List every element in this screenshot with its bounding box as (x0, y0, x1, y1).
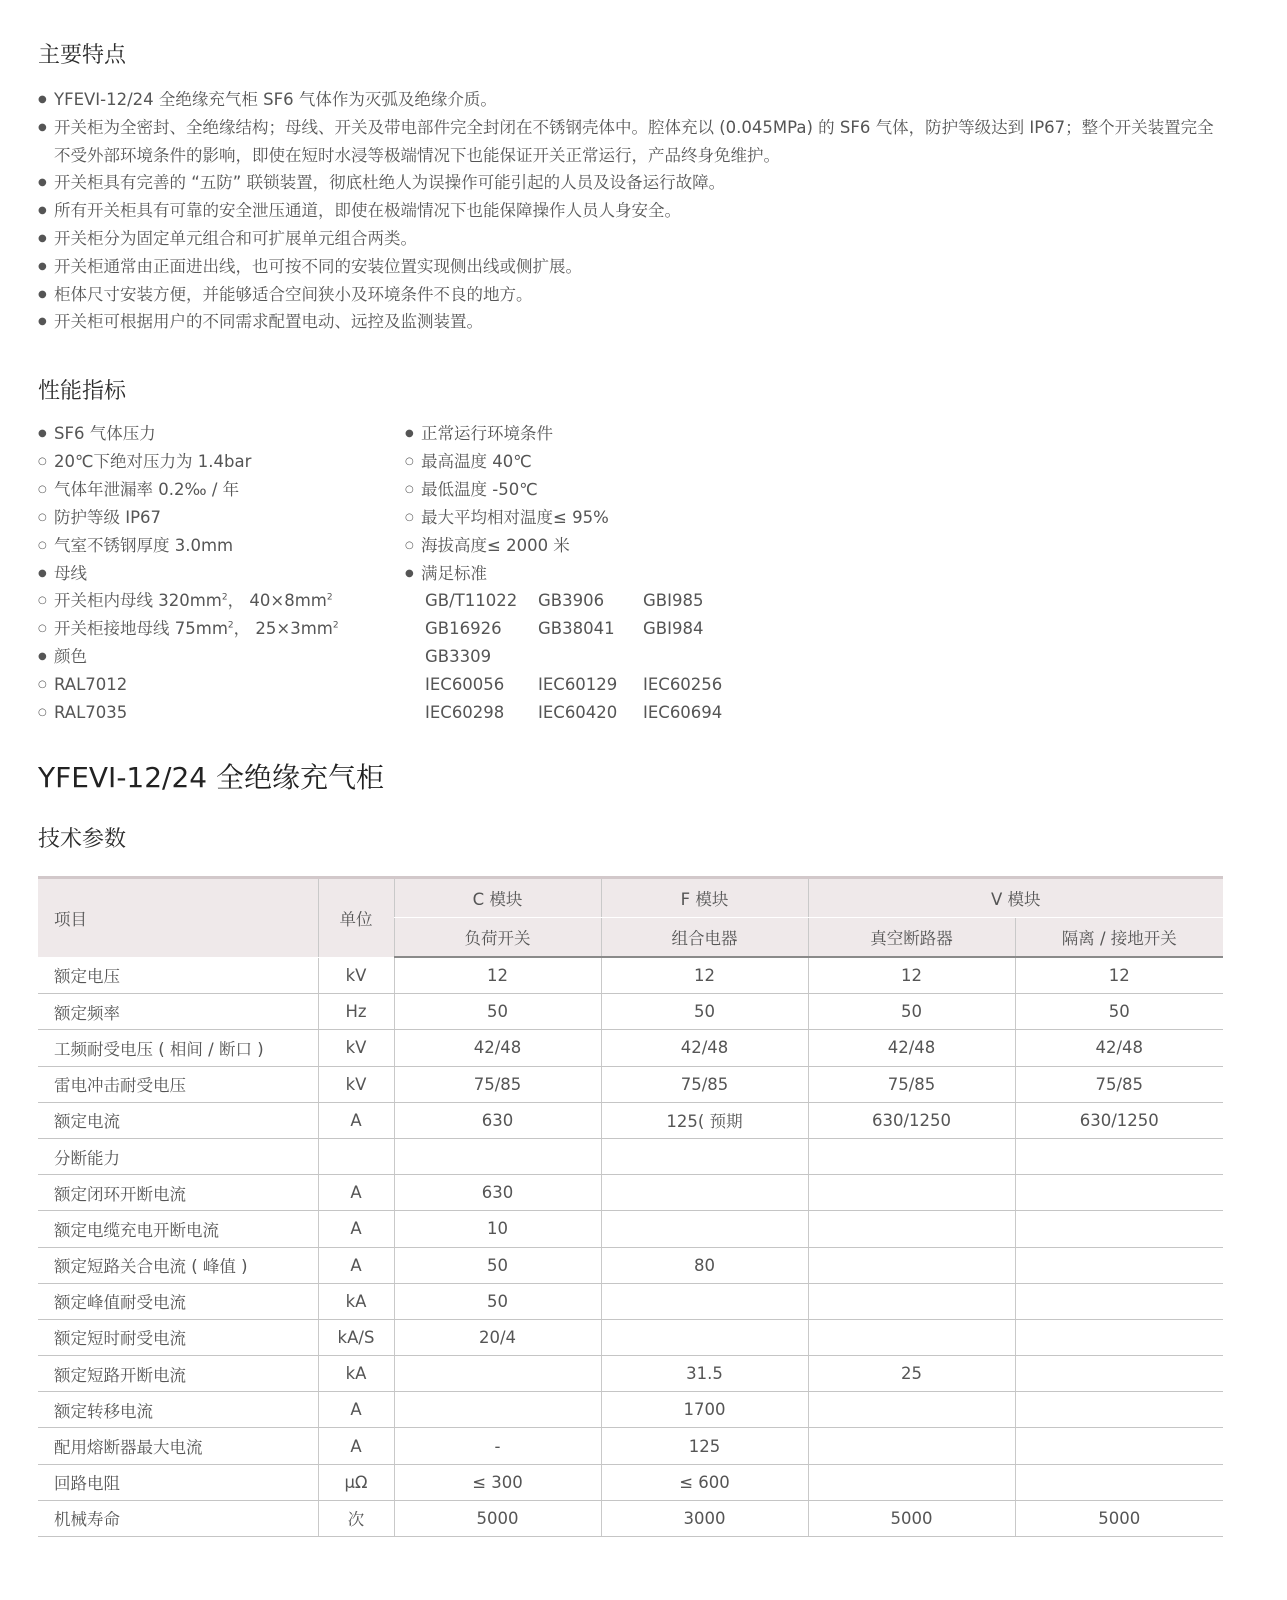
feature-item: ● 开关柜具有完善的 “五防” 联锁装置，彻底杜绝人为误操作可能引起的人员及设备运行故障。 (38, 169, 1228, 197)
row-value: 75/85 (1015, 1066, 1223, 1102)
row-label: 分断能力 (38, 1138, 318, 1174)
row-label: 配用熔断器最大电流 (38, 1428, 318, 1464)
row-value: 12 (394, 957, 601, 994)
row-value (1015, 1138, 1223, 1174)
row-value: 12 (1015, 957, 1223, 994)
row-value: 5000 (808, 1500, 1015, 1536)
row-value (601, 1138, 808, 1174)
row-value: 125 (601, 1428, 808, 1464)
header-f-module: F 模块 (601, 878, 808, 918)
humidity: ○ 最大平均相对温度≤ 95% (405, 504, 722, 532)
feature-item: ● 开关柜分为固定单元组合和可扩展单元组合两类。 (38, 225, 1228, 253)
header-isolator: 隔离 / 接地开关 (1015, 918, 1223, 958)
standards-title: ● 满足标准 (405, 560, 722, 588)
leak-rate: ○ 气体年泄漏率 0.2‰ / 年 (38, 476, 339, 504)
row-value: ≤ 300 (394, 1464, 601, 1500)
row-unit: kV (318, 1066, 394, 1102)
row-value (394, 1138, 601, 1174)
header-vacuum: 真空断路器 (808, 918, 1015, 958)
standard-code: IEC60298 (425, 703, 505, 723)
row-unit: A (318, 1175, 394, 1211)
row-label: 额定短路开断电流 (38, 1356, 318, 1392)
row-value: 50 (808, 994, 1015, 1030)
product-title: YFEVI-12/24 全绝缘充气柜 (38, 761, 385, 794)
row-unit (318, 1138, 394, 1174)
row-label: 额定转移电流 (38, 1392, 318, 1428)
row-label: 额定频率 (38, 994, 318, 1030)
steel-thickness: ○ 气室不锈钢厚度 3.0mm (38, 532, 339, 560)
row-unit: kA (318, 1283, 394, 1319)
color-ral7012: ○ RAL7012 (38, 671, 339, 699)
row-label: 额定电流 (38, 1102, 318, 1138)
standard-code: IEC60420 (538, 703, 618, 723)
row-label: 雷电冲击耐受电压 (38, 1066, 318, 1102)
row-value: 50 (1015, 994, 1223, 1030)
standard-code: GBI985 (643, 591, 704, 611)
row-label: 回路电阻 (38, 1464, 318, 1500)
row-value: 75/85 (808, 1066, 1015, 1102)
standards-row (405, 615, 722, 643)
row-value: 50 (394, 1283, 601, 1319)
table-row (38, 1102, 1223, 1138)
row-value: 5000 (394, 1500, 601, 1536)
row-value (808, 1464, 1015, 1500)
row-label: 机械寿命 (38, 1500, 318, 1536)
table-row (38, 1464, 1223, 1500)
feature-item: ● 开关柜通常由正面进出线，也可按不同的安装位置实现侧出线或侧扩展。 (38, 253, 1228, 281)
standards-row (405, 643, 722, 671)
table-row (38, 1247, 1223, 1283)
protection-grade: ○ 防护等级 IP67 (38, 504, 339, 532)
performance-left-list (38, 420, 339, 727)
row-value: 75/85 (394, 1066, 601, 1102)
row-value (1015, 1392, 1223, 1428)
row-value: 125( 预期 (601, 1102, 808, 1138)
header-c-module: C 模块 (394, 878, 601, 918)
features-list (38, 86, 1228, 336)
standard-code: GB38041 (538, 619, 615, 639)
spec-table-body (38, 957, 1223, 1537)
header-combo: 组合电器 (601, 918, 808, 958)
row-unit: A (318, 1211, 394, 1247)
row-label: 额定短时耐受电流 (38, 1319, 318, 1355)
feature-item: ● YFEVI-12/24 全绝缘充气柜 SF6 气体作为灭弧及绝缘介质。 (38, 86, 1228, 114)
standards-row (405, 699, 722, 727)
row-value (601, 1283, 808, 1319)
row-value: 630 (394, 1102, 601, 1138)
standard-code: GB3906 (538, 591, 605, 611)
row-unit: kA/S (318, 1319, 394, 1355)
row-value (1015, 1356, 1223, 1392)
row-value: 12 (808, 957, 1015, 994)
table-row (38, 1428, 1223, 1464)
row-value: 42/48 (601, 1030, 808, 1066)
row-value: 42/48 (1015, 1030, 1223, 1066)
row-value (808, 1175, 1015, 1211)
environment-title: ● 正常运行环境条件 (405, 420, 722, 448)
standard-code: IEC60256 (643, 675, 723, 695)
row-value: 630/1250 (1015, 1102, 1223, 1138)
row-value (1015, 1283, 1223, 1319)
row-value: 50 (394, 994, 601, 1030)
standard-code: IEC60056 (425, 675, 505, 695)
busbar-title: ● 母线 (38, 560, 339, 588)
row-value (601, 1319, 808, 1355)
row-value (1015, 1175, 1223, 1211)
row-unit: μΩ (318, 1464, 394, 1500)
row-value: 42/48 (394, 1030, 601, 1066)
row-value (1015, 1211, 1223, 1247)
row-value: 630/1250 (808, 1102, 1015, 1138)
row-label: 工频耐受电压 ( 相间 / 断口 ) (38, 1030, 318, 1066)
row-value (808, 1211, 1015, 1247)
row-unit: 次 (318, 1500, 394, 1536)
row-label: 额定电缆充电开断电流 (38, 1211, 318, 1247)
min-temperature: ○ 最低温度 -50℃ (405, 476, 722, 504)
row-value (394, 1356, 601, 1392)
standard-code: IEC60694 (643, 703, 723, 723)
altitude: ○ 海拔高度≤ 2000 米 (405, 532, 722, 560)
busbar-inner: ○ 开关柜内母线 $320mm^2$， $40\times 8mm^2$ (38, 587, 339, 615)
row-value: ≤ 600 (601, 1464, 808, 1500)
busbar-ground: ○ 开关柜接地母线 $75mm^2$， $25\times 3mm^2$ (38, 615, 339, 643)
row-label: 额定电压 (38, 957, 318, 994)
header-unit: 单位 (318, 878, 394, 958)
standards-row (405, 671, 722, 699)
table-row (38, 994, 1223, 1030)
specs-heading: 技术参数 (38, 827, 127, 852)
feature-item: ● 开关柜可根据用户的不同需求配置电动、远控及监测装置。 (38, 308, 1228, 336)
row-value: 75/85 (601, 1066, 808, 1102)
row-value: 10 (394, 1211, 601, 1247)
row-value (808, 1138, 1015, 1174)
row-value: 5000 (1015, 1500, 1223, 1536)
absolute-pressure: ○ 20℃下绝对压力为 1.4bar (38, 448, 339, 476)
feature-item: ● 开关柜为全密封、全绝缘结构；母线、开关及带电部件完全封闭在不锈钢壳体中。腔体充以 (0.045MPa) 的 SF6 气体，防护等级达到 IP67；整个开关装置完全不受外部环境条件的影响，即使在短时水浸等极端情况下也能保证开关正常运行，产品终身免维护。 (38, 114, 1228, 170)
row-value: - (394, 1428, 601, 1464)
row-value: 20/4 (394, 1319, 601, 1355)
row-value (808, 1247, 1015, 1283)
header-v-module: V 模块 (808, 878, 1223, 918)
performance-heading: 性能指标 (38, 379, 127, 404)
feature-item: ● 所有开关柜具有可靠的安全泄压通道，即使在极端情况下也能保障操作人员人身安全。 (38, 197, 1228, 225)
feature-item: ● 柜体尺寸安装方便，并能够适合空间狭小及环境条件不良的地方。 (38, 281, 1228, 309)
table-row (38, 1030, 1223, 1066)
row-value (808, 1319, 1015, 1355)
row-value: 50 (394, 1247, 601, 1283)
row-value (394, 1392, 601, 1428)
table-row (38, 1283, 1223, 1319)
max-temperature: ○ 最高温度 40℃ (405, 448, 722, 476)
standard-code: GBI984 (643, 619, 704, 639)
color-title: ● 颜色 (38, 643, 339, 671)
row-unit: A (318, 1428, 394, 1464)
row-unit: Hz (318, 994, 394, 1030)
table-row (38, 1319, 1223, 1355)
row-value (1015, 1464, 1223, 1500)
table-row (38, 1211, 1223, 1247)
table-row (38, 1138, 1223, 1174)
table-row (38, 1500, 1223, 1536)
header-load-switch: 负荷开关 (394, 918, 601, 958)
standard-code: IEC60129 (538, 675, 618, 695)
standard-code: GB16926 (425, 619, 502, 639)
row-unit: A (318, 1102, 394, 1138)
table-row (38, 1392, 1223, 1428)
row-value (1015, 1247, 1223, 1283)
row-value: 50 (601, 994, 808, 1030)
standard-code: GB3309 (425, 647, 492, 667)
row-value: 1700 (601, 1392, 808, 1428)
table-row (38, 957, 1223, 994)
row-value: 12 (601, 957, 808, 994)
row-unit: A (318, 1392, 394, 1428)
standard-code: GB/T11022 (425, 591, 518, 611)
row-unit: kV (318, 957, 394, 994)
sf6-pressure-title: ● SF6 气体压力 (38, 420, 339, 448)
row-unit: kV (318, 1030, 394, 1066)
header-item: 项目 (38, 878, 318, 958)
table-row (38, 1066, 1223, 1102)
row-label: 额定短路关合电流 ( 峰值 ) (38, 1247, 318, 1283)
row-value (1015, 1428, 1223, 1464)
row-value (601, 1211, 808, 1247)
row-unit: A (318, 1247, 394, 1283)
row-value (1015, 1319, 1223, 1355)
row-value: 42/48 (808, 1030, 1015, 1066)
row-value (601, 1175, 808, 1211)
color-ral7035: ○ RAL7035 (38, 699, 339, 727)
row-value: 80 (601, 1247, 808, 1283)
features-heading: 主要特点 (38, 43, 127, 68)
table-row (38, 1175, 1223, 1211)
performance-right-list (405, 420, 722, 727)
row-value: 31.5 (601, 1356, 808, 1392)
standards-row (405, 587, 722, 615)
row-label: 额定闭环开断电流 (38, 1175, 318, 1211)
row-value: 630 (394, 1175, 601, 1211)
row-value: 25 (808, 1356, 1015, 1392)
row-value: 3000 (601, 1500, 808, 1536)
row-value (808, 1392, 1015, 1428)
table-row (38, 1356, 1223, 1392)
row-unit: kA (318, 1356, 394, 1392)
row-value (808, 1283, 1015, 1319)
row-label: 额定峰值耐受电流 (38, 1283, 318, 1319)
row-value (808, 1428, 1015, 1464)
spec-table (38, 876, 1223, 1537)
